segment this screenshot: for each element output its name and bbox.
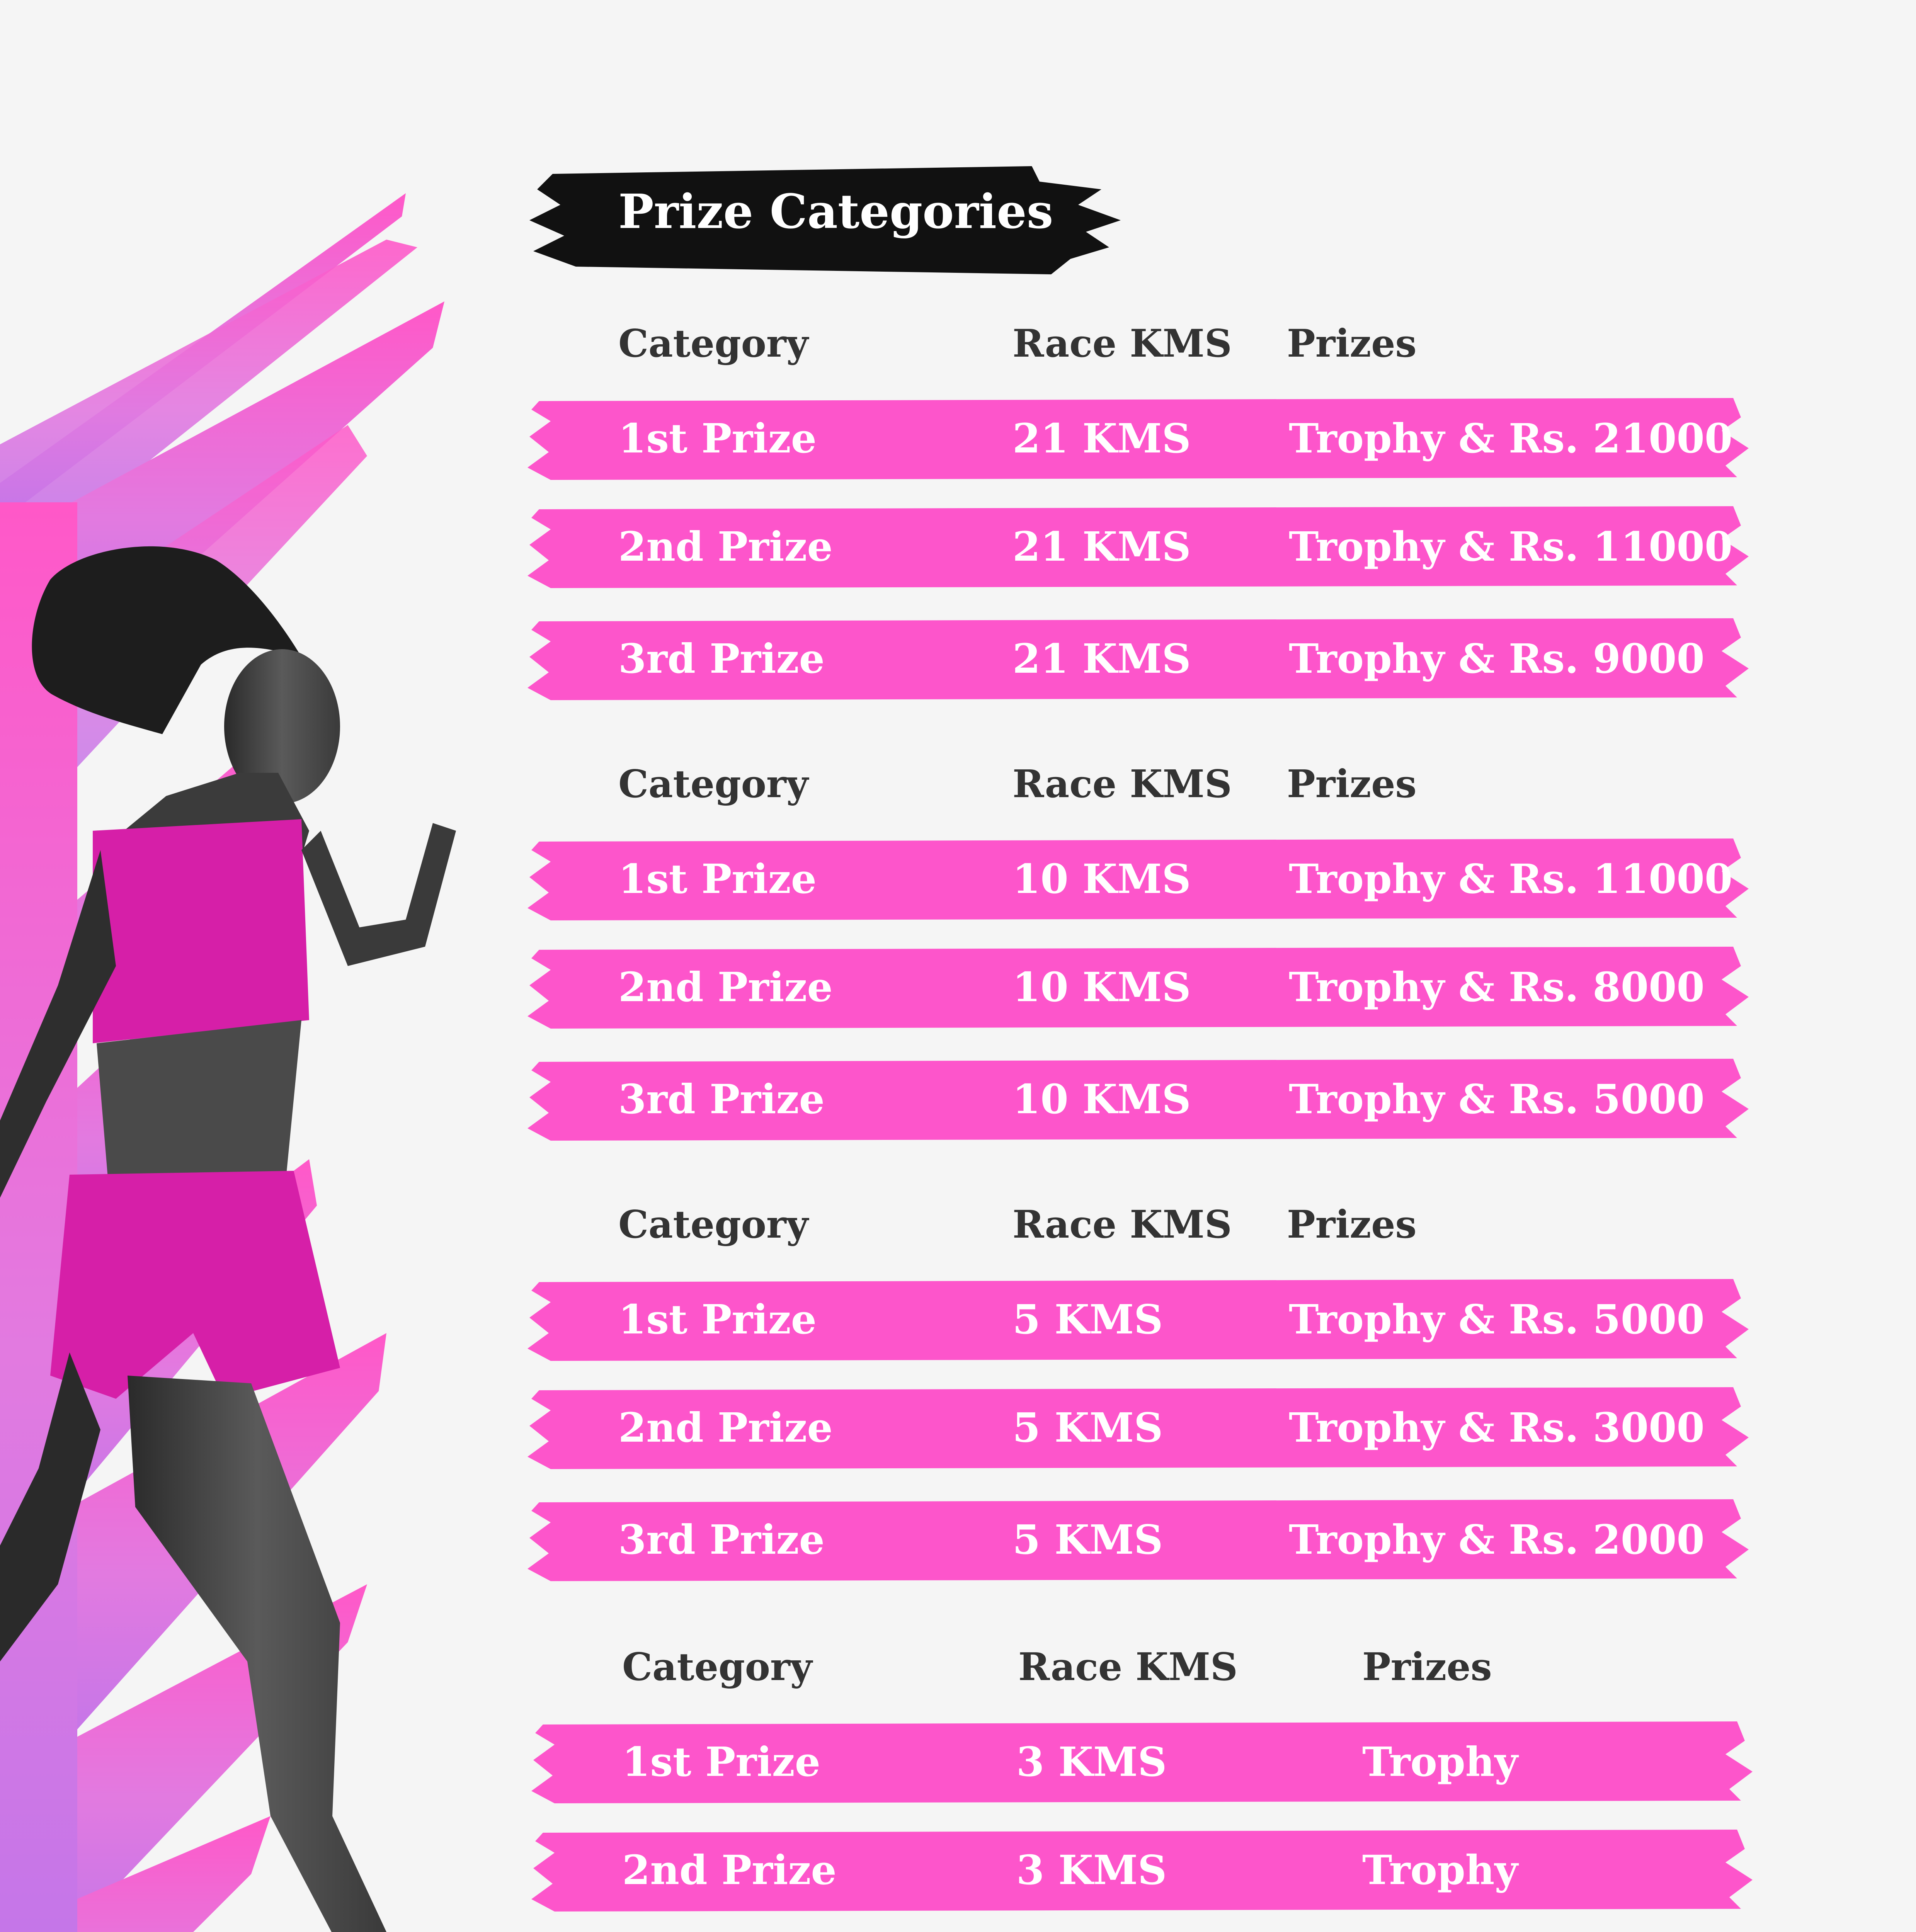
row-race: 3 KMS (1016, 1738, 1167, 1786)
row-race: 10 KMS (1012, 963, 1191, 1011)
row-race: 5 KMS (1012, 1404, 1163, 1451)
row-prize: Trophy & Rs. 5000 (1289, 1296, 1705, 1343)
row-race: 21 KMS (1012, 523, 1191, 570)
header-prizes: Prizes (1287, 1202, 1417, 1247)
row-race: 5 KMS (1012, 1516, 1163, 1563)
row-prize: Trophy & Rs. 9000 (1289, 635, 1705, 682)
row-race: 3 KMS (1016, 1846, 1167, 1894)
header-category: Category (618, 1202, 808, 1247)
header-category: Category (618, 762, 808, 806)
row-category: 1st Prize (618, 855, 817, 903)
prize-row (527, 835, 1749, 923)
row-prize: Trophy (1362, 1738, 1518, 1786)
row-prize: Trophy & Rs. 11000 (1289, 855, 1733, 903)
prize-row (531, 1718, 1753, 1806)
row-category: 1st Prize (618, 1296, 817, 1343)
prize-row (527, 943, 1749, 1032)
row-prize: Trophy & Rs. 3000 (1289, 1404, 1705, 1451)
prize-row (527, 1055, 1749, 1144)
header-prizes: Prizes (1287, 762, 1417, 806)
row-prize: Trophy & Rs. 2000 (1289, 1516, 1705, 1563)
prize-group-5km (0, 1198, 1916, 1584)
header-race-kms: Race KMS (1018, 1645, 1238, 1689)
header-prizes: Prizes (1362, 1645, 1492, 1689)
prize-group-3km (0, 1640, 1916, 1932)
row-prize: Trophy (1362, 1846, 1518, 1894)
prize-row (527, 1275, 1749, 1364)
header-prizes: Prizes (1287, 321, 1417, 366)
prize-row (527, 1495, 1749, 1584)
row-race: 21 KMS (1012, 415, 1191, 462)
header-race-kms: Race KMS (1012, 321, 1232, 366)
row-race: 10 KMS (1012, 855, 1191, 903)
row-category: 3rd Prize (618, 1075, 825, 1123)
prize-row (527, 1383, 1749, 1472)
row-race: 21 KMS (1012, 635, 1191, 682)
header-category: Category (622, 1645, 812, 1689)
prize-row (527, 614, 1749, 703)
row-prize: Trophy & Rs. 8000 (1289, 963, 1705, 1011)
row-prize: Trophy & Rs. 11000 (1289, 523, 1733, 570)
prize-row (527, 394, 1749, 483)
row-category: 2nd Prize (618, 963, 833, 1011)
row-race: 10 KMS (1012, 1075, 1191, 1123)
row-prize: Trophy & Rs. 21000 (1289, 415, 1733, 462)
row-race: 5 KMS (1012, 1296, 1163, 1343)
row-category: 3rd Prize (618, 1516, 825, 1563)
page-title: Prize Categories (618, 184, 1053, 239)
header-category: Category (618, 321, 808, 366)
prize-group-21km (0, 317, 1916, 703)
row-prize: Trophy & Rs. 5000 (1289, 1075, 1705, 1123)
header-race-kms: Race KMS (1012, 762, 1232, 806)
row-category: 1st Prize (622, 1738, 820, 1786)
row-category: 1st Prize (618, 415, 817, 462)
prize-group-10km (0, 757, 1916, 1144)
prize-row (531, 1826, 1753, 1915)
row-category: 2nd Prize (622, 1846, 837, 1894)
row-category: 3rd Prize (618, 635, 825, 682)
header-race-kms: Race KMS (1012, 1202, 1232, 1247)
prize-row (527, 502, 1749, 591)
row-category: 2nd Prize (618, 1404, 833, 1451)
row-category: 2nd Prize (618, 523, 833, 570)
